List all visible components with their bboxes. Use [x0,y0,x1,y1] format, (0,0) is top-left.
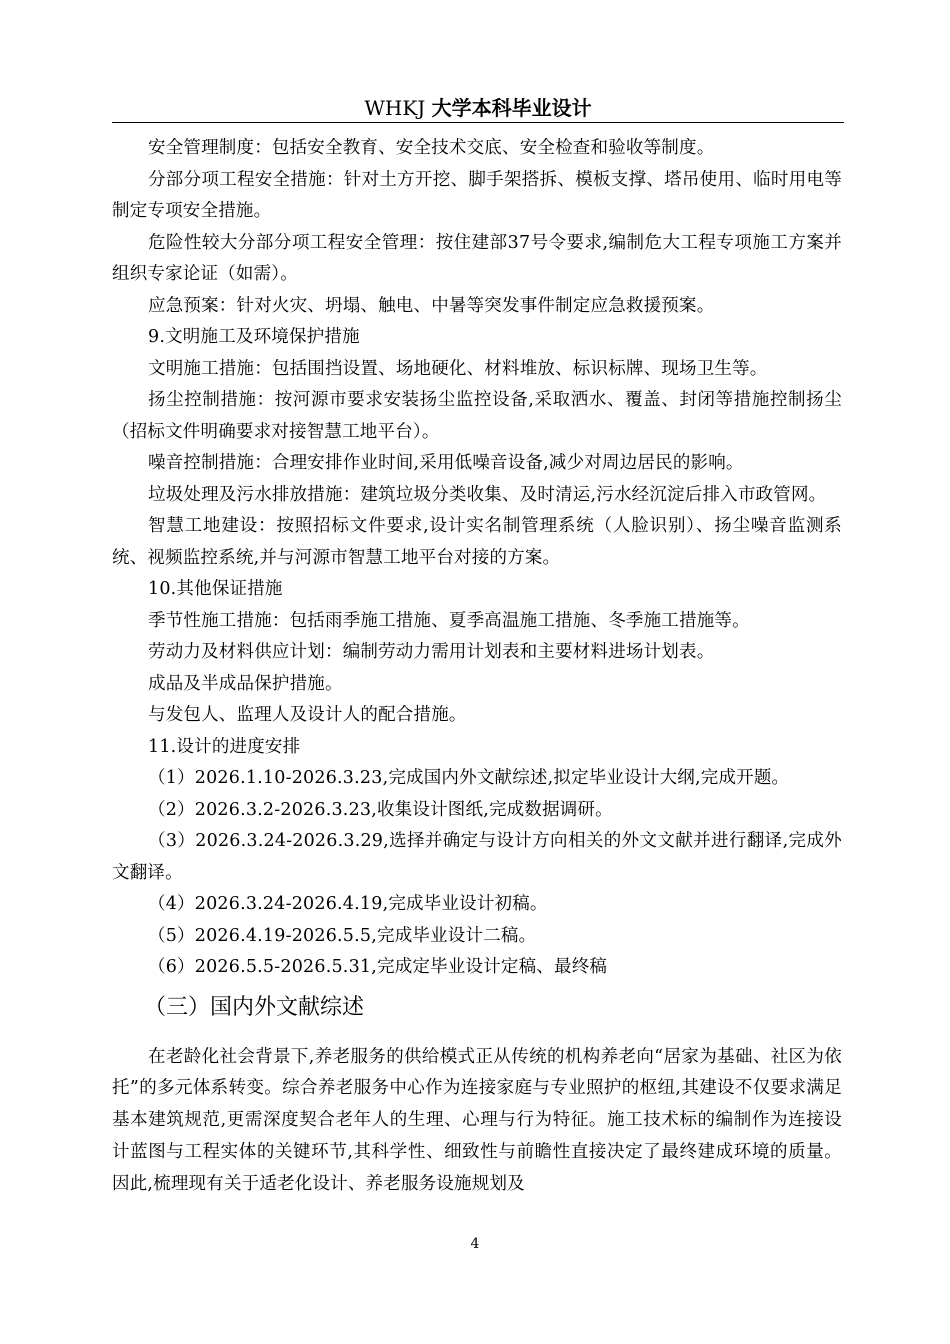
paragraph: 分部分项工程安全措施：针对土方开挖、脚手架搭拆、模板支撑、塔吊使用、临时用电等制定专项安全措施。 [112,169,842,221]
header-rule [112,122,844,123]
paragraph: 劳动力及材料供应计划：编制劳动力需用计划表和主要材料进场计划表。 [148,642,715,662]
section-heading: （三）国内外文献综述 [144,994,365,1020]
paragraph: 扬尘控制措施：按河源市要求安装扬尘监控设备,采取洒水、覆盖、封闭等措施控制扬尘（招标文件明确要求对接智慧工地平台）。 [112,390,842,442]
page-header [112,95,844,121]
paragraph: 垃圾处理及污水排放措施：建筑垃圾分类收集、及时清运,污水经沉淀后排入市政管网。 [148,484,827,505]
schedule-item: （1）2026.1.10-2026.3.23,完成国内外文献综述,拟定毕业设计大纲,完成开题。 [148,768,790,788]
paragraph: 季节性施工措施：包括雨季施工措施、夏季高温施工措施、冬季施工措施等。 [148,610,750,631]
paragraph: 与发包人、监理人及设计人的配合措施。 [148,705,467,725]
paragraph: 智慧工地建设：按照招标文件要求,设计实名制管理系统（人脸识别）、扬尘噪音监测系统、视频监控系统,并与河源市智慧工地平台对接的方案。 [112,516,842,568]
paragraph: 危险性较大分部分项工程安全管理：按住建部37号令要求,编制危大工程专项施工方案并组织专家论证（如需）。 [112,232,842,284]
page-number: 4 [470,1236,480,1252]
paragraph: 安全管理制度：包括安全教育、安全技术交底、安全检查和验收等制度。 [148,138,715,158]
schedule-item: （6）2026.5.5-2026.5.31,完成定毕业设计定稿、最终稿 [148,957,608,977]
subsection-title: 9.文明施工及环境保护措施 [148,327,360,347]
schedule-item: （2）2026.3.2-2026.3.23,收集设计图纸,完成数据调研。 [148,799,613,820]
body-text [112,133,842,1200]
paragraph: 应急预案：针对火灾、坍塌、触电、中暑等突发事件制定应急救援预案。 [148,295,715,316]
schedule-item: （5）2026.4.19-2026.5.5,完成毕业设计二稿。 [148,925,537,946]
subsection-title: 10.其他保证措施 [148,579,283,599]
paragraph: 噪音控制措施：合理安排作业时间,采用低噪音设备,减少对周边居民的影响。 [148,453,744,473]
paragraph: 文明施工措施：包括围挡设置、场地硬化、材料堆放、标识标牌、现场卫生等。 [148,358,768,379]
schedule-item: （4）2026.3.24-2026.4.19,完成毕业设计初稿。 [148,894,548,914]
schedule-item: （3）2026.3.24-2026.3.29,选择并确定与设计方向相关的外文文献并进行翻译,完成外文翻译。 [112,831,842,883]
header-title: 大学本科毕业设计 [431,96,592,120]
header-prefix: WHKJ [364,96,432,120]
literature-paragraph: 在老龄化社会背景下,养老服务的供给模式正从传统的机构养老向“居家为基础、社区为依托”的多元体系转变。综合养老服务中心作为连接家庭与专业照护的枢纽,其建设不仅要求满足基本建筑规范,更需深度契合老年人的生理、心理与行为特征。施工技术标的编制作为连接设计蓝图与工程实体的关键环节,其科学性、细致性与前瞻性直接决定了最终建成环境的质量。因此,梳理现有关于适老化设计、养老服务设施规划及 [112,1046,842,1194]
subsection-title: 11.设计的进度安排 [148,736,301,757]
paragraph: 成品及半成品保护措施。 [148,673,343,694]
